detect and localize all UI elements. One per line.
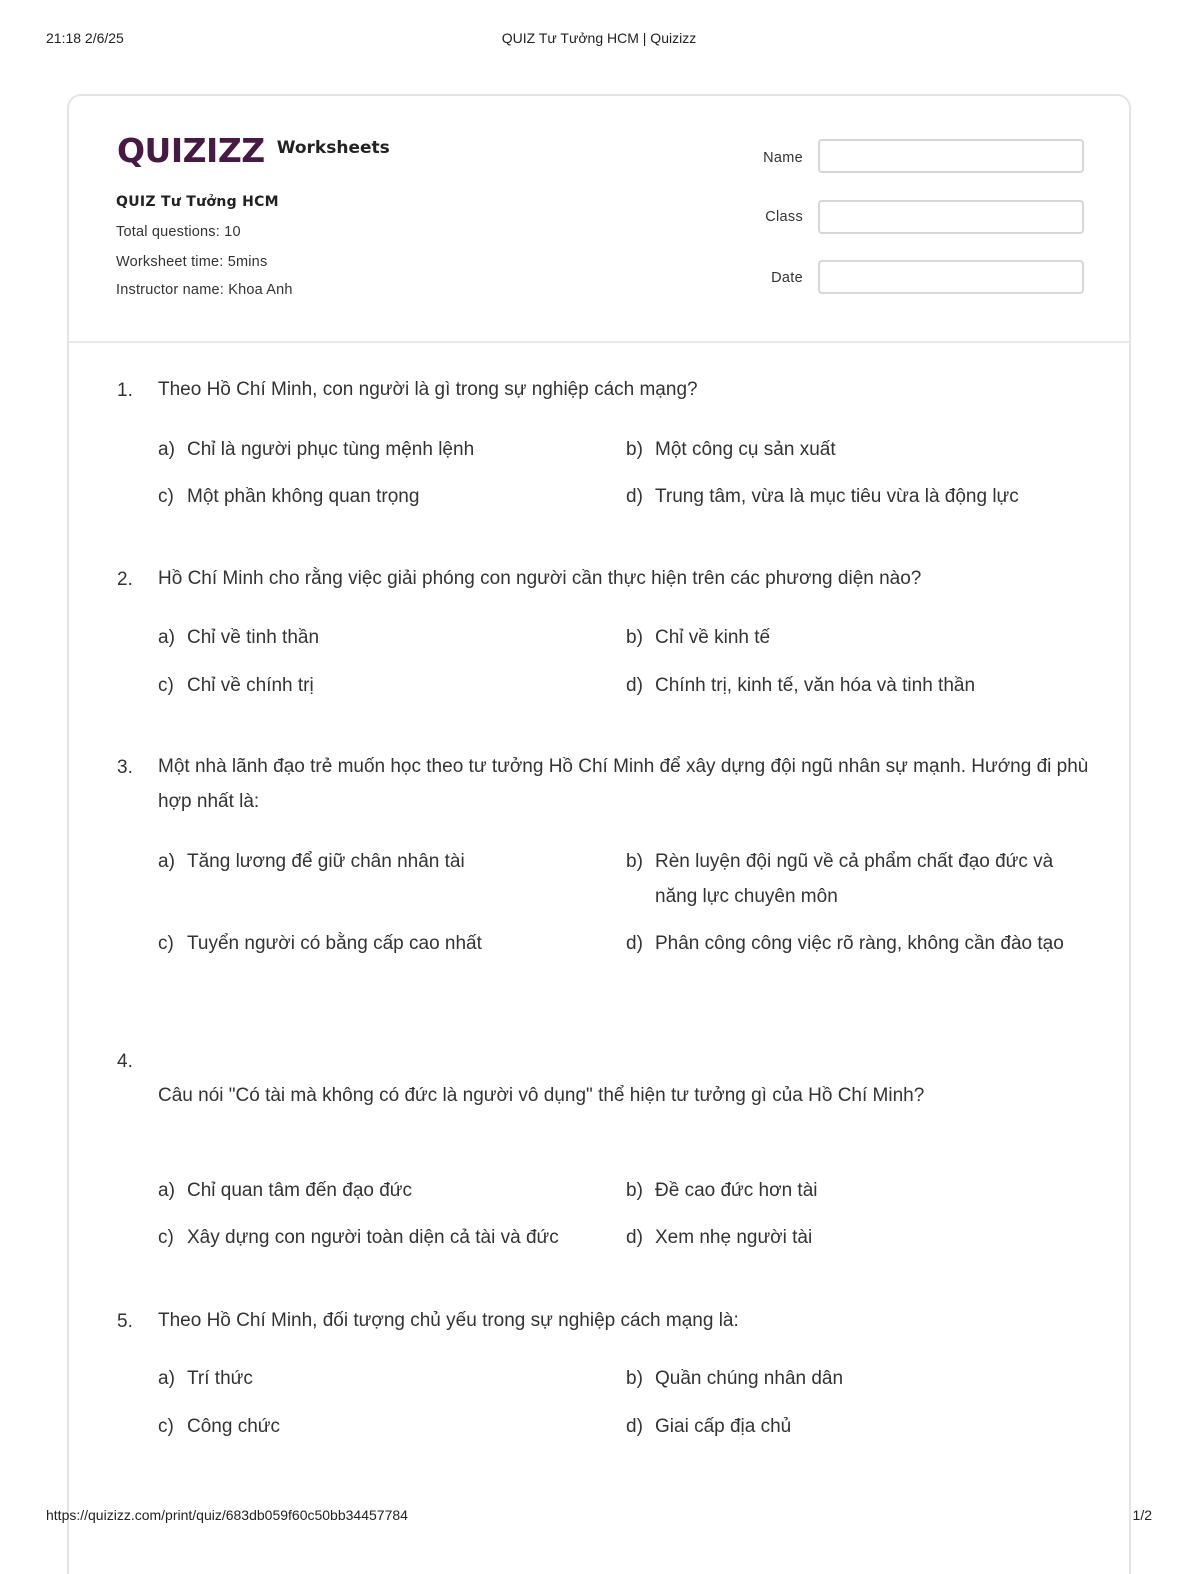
option-letter: c)	[158, 486, 174, 507]
question-text: Theo Hồ Chí Minh, con người là gì trong sự nghiệp cách mạng?	[158, 379, 698, 400]
option-b	[626, 432, 1066, 467]
instructor-name: Instructor name: Khoa Anh	[116, 282, 293, 298]
question-text: Câu nói "Có tài mà không có đức là người vô dụng" thể hiện tư tưởng gì của Hồ Chí Minh?	[158, 1085, 925, 1106]
page-number: 1/2	[1132, 1507, 1152, 1523]
option-d	[626, 926, 1066, 961]
option-letter: d)	[626, 675, 643, 696]
option-letter: d)	[626, 1416, 643, 1437]
option-text: Trí thức	[187, 1368, 253, 1389]
option-text: Chỉ về kinh tế	[655, 627, 771, 648]
total-questions: Total questions: 10	[116, 224, 241, 240]
option-b	[626, 1173, 1066, 1208]
option-text: Một công cụ sản xuất	[655, 439, 836, 460]
option-a	[158, 620, 598, 655]
question-number: 2.	[117, 569, 133, 590]
question-number: 1.	[117, 380, 133, 401]
option-a	[158, 1173, 598, 1208]
option-text: Đề cao đức hơn tài	[655, 1180, 818, 1201]
worksheet-time: Worksheet time: 5mins	[116, 254, 268, 270]
print-footer	[46, 1507, 1152, 1527]
option-letter: d)	[626, 933, 643, 954]
option-c	[158, 1409, 598, 1444]
class-label: Class	[765, 209, 803, 225]
name-field[interactable]	[818, 139, 1084, 173]
option-letter: b)	[626, 1180, 643, 1201]
option-letter: a)	[158, 627, 175, 648]
date-field[interactable]	[818, 260, 1084, 294]
option-text: Phân công công việc rõ ràng, không cần đào tạo	[655, 933, 1064, 954]
option-c	[158, 1220, 598, 1255]
option-letter: b)	[626, 1368, 643, 1389]
option-text: Chỉ về chính trị	[187, 675, 314, 696]
option-letter: a)	[158, 1368, 175, 1389]
option-text: Xem nhẹ người tài	[655, 1227, 813, 1248]
date-label: Date	[771, 270, 803, 286]
quiz-title: QUIZ Tư Tưởng HCM	[116, 194, 279, 210]
option-a	[158, 844, 598, 879]
option-a	[158, 1361, 598, 1396]
option-letter: c)	[158, 1416, 174, 1437]
logo-wordmark: QUIZIZZ	[117, 130, 265, 170]
option-text: Giai cấp địa chủ	[655, 1416, 792, 1437]
option-b	[626, 620, 1066, 655]
option-text: Xây dựng con người toàn diện cả tài và đức	[187, 1227, 559, 1248]
option-letter: d)	[626, 1227, 643, 1248]
quizizz-logo	[117, 130, 390, 170]
option-d	[626, 1409, 1066, 1444]
print-url: https://quizizz.com/print/quiz/683db059f60c50bb34457784	[46, 1507, 408, 1523]
option-letter: b)	[626, 439, 643, 460]
option-letter: b)	[626, 851, 643, 872]
option-letter: c)	[158, 1227, 174, 1248]
option-text: Chính trị, kinh tế, văn hóa và tinh thần	[655, 675, 976, 696]
option-d	[626, 1220, 1066, 1255]
option-c	[158, 926, 598, 961]
option-letter: a)	[158, 1180, 175, 1201]
option-text: Rèn luyện đội ngũ về cả phẩm chất đạo đức và năng lực chuyên môn	[655, 851, 1054, 907]
option-c	[158, 479, 598, 514]
option-letter: c)	[158, 675, 174, 696]
print-page-title: QUIZ Tư Tưởng HCM | Quizizz	[501, 30, 697, 46]
option-a	[158, 432, 598, 467]
option-letter: a)	[158, 851, 175, 872]
logo-product-name: Worksheets	[276, 138, 390, 158]
question-number: 5.	[117, 1311, 133, 1332]
option-d	[626, 668, 1066, 703]
option-letter: a)	[158, 439, 175, 460]
option-text: Chỉ là người phục tùng mệnh lệnh	[187, 439, 475, 460]
worksheet	[67, 94, 1131, 1574]
question-text: Theo Hồ Chí Minh, đối tượng chủ yếu trong sự nghiệp cách mạng là:	[158, 1310, 739, 1331]
option-letter: c)	[158, 933, 174, 954]
option-text: Trung tâm, vừa là mục tiêu vừa là động lực	[655, 486, 1019, 507]
option-b	[626, 1361, 1066, 1396]
option-text: Công chức	[187, 1416, 280, 1437]
option-text: Quần chúng nhân dân	[655, 1368, 844, 1389]
question-number: 4.	[117, 1051, 133, 1072]
class-field[interactable]	[818, 200, 1084, 234]
option-letter: d)	[626, 486, 643, 507]
worksheet-header	[69, 96, 1129, 343]
option-d	[626, 479, 1066, 514]
print-header	[46, 30, 1152, 50]
question-number: 3.	[117, 757, 133, 778]
option-text: Một phần không quan trọng	[187, 486, 420, 507]
question-text: Hồ Chí Minh cho rằng việc giải phóng con người cần thực hiện trên các phương diện nào?	[158, 568, 922, 589]
option-letter: b)	[626, 627, 643, 648]
option-b	[626, 844, 1066, 914]
option-c	[158, 668, 598, 703]
name-label: Name	[763, 150, 803, 166]
option-text: Chỉ về tinh thần	[187, 627, 320, 648]
print-datetime: 21:18 2/6/25	[46, 30, 124, 46]
option-text: Tuyển người có bằng cấp cao nhất	[187, 933, 482, 954]
option-text: Tăng lương để giữ chân nhân tài	[187, 851, 465, 872]
option-text: Chỉ quan tâm đến đạo đức	[187, 1180, 413, 1201]
question-text: Một nhà lãnh đạo trẻ muốn học theo tư tưởng Hồ Chí Minh để xây dựng đội ngũ nhân sự mạnh. Hướng đi phù hợp nhất là:	[158, 756, 1089, 812]
